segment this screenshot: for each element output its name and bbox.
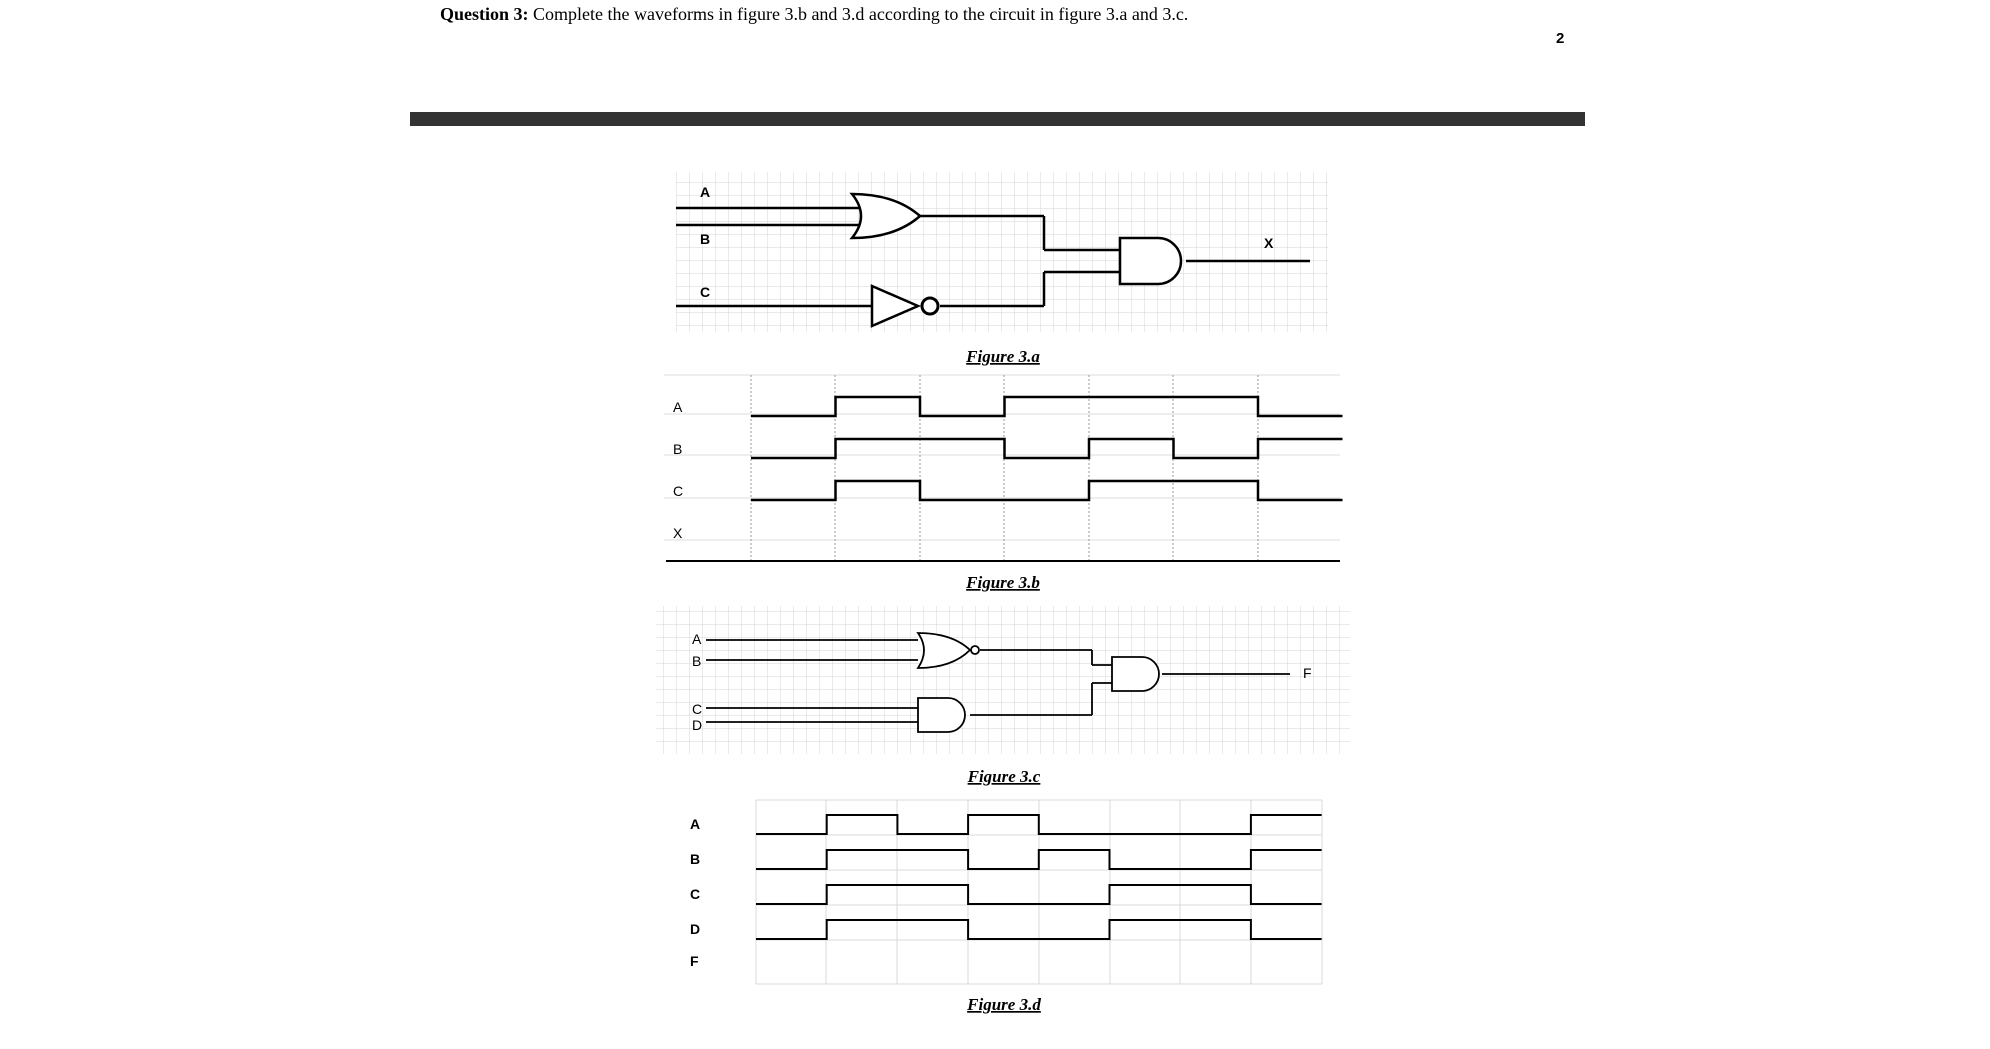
- figure-3d-timing: [690, 800, 1322, 1014]
- output-label-x: X: [1264, 235, 1274, 251]
- input-label-c: C: [700, 284, 711, 300]
- waveform-b: [756, 850, 1322, 869]
- grid-background: [656, 606, 1350, 754]
- not-bubble: [922, 298, 938, 314]
- figure-3d-caption: Figure 3.d: [967, 995, 1041, 1014]
- waveform-group: [751, 397, 1343, 500]
- row-label-d: D: [690, 921, 701, 937]
- input-label-a: A: [700, 184, 711, 200]
- output-label-f: F: [1303, 665, 1312, 681]
- figure-3c-caption: Figure 3.c: [967, 767, 1041, 786]
- input-label-b: B: [692, 653, 702, 669]
- input-label-c: C: [692, 701, 703, 717]
- grid-background: [676, 172, 1328, 332]
- waveform-a: [751, 397, 1343, 416]
- and-gate: [918, 698, 965, 732]
- and-gate: [1120, 238, 1181, 284]
- figure-3a-caption: Figure 3.a: [966, 347, 1040, 366]
- figure-3c-circuit: [656, 606, 1350, 786]
- question-text: Complete the waveforms in figure 3.b and 3.d according to the circuit in figure 3.a and 3.c.: [533, 4, 1189, 24]
- input-label-d: D: [692, 717, 703, 733]
- figure-3b-timing: [664, 375, 1343, 592]
- nand-bubble: [971, 646, 979, 654]
- row-label-b: B: [673, 441, 683, 457]
- row-label-a: A: [673, 399, 683, 415]
- and-gate: [1112, 657, 1159, 691]
- row-label-b: B: [690, 851, 701, 867]
- row-label-f: F: [690, 953, 699, 969]
- input-label-b: B: [700, 231, 711, 247]
- figure-3a-circuit: [676, 172, 1328, 366]
- question-label: Question 3:: [440, 4, 529, 24]
- figure-3b-caption: Figure 3.b: [966, 573, 1040, 592]
- waveform-c: [751, 481, 1343, 500]
- waveform-a: [756, 815, 1322, 834]
- page-number: 2: [1556, 30, 1565, 47]
- input-label-a: A: [692, 631, 702, 647]
- row-label-c: C: [690, 886, 701, 902]
- row-label-a: A: [690, 816, 701, 832]
- row-label-c: C: [673, 483, 684, 499]
- row-label-x: X: [673, 525, 683, 541]
